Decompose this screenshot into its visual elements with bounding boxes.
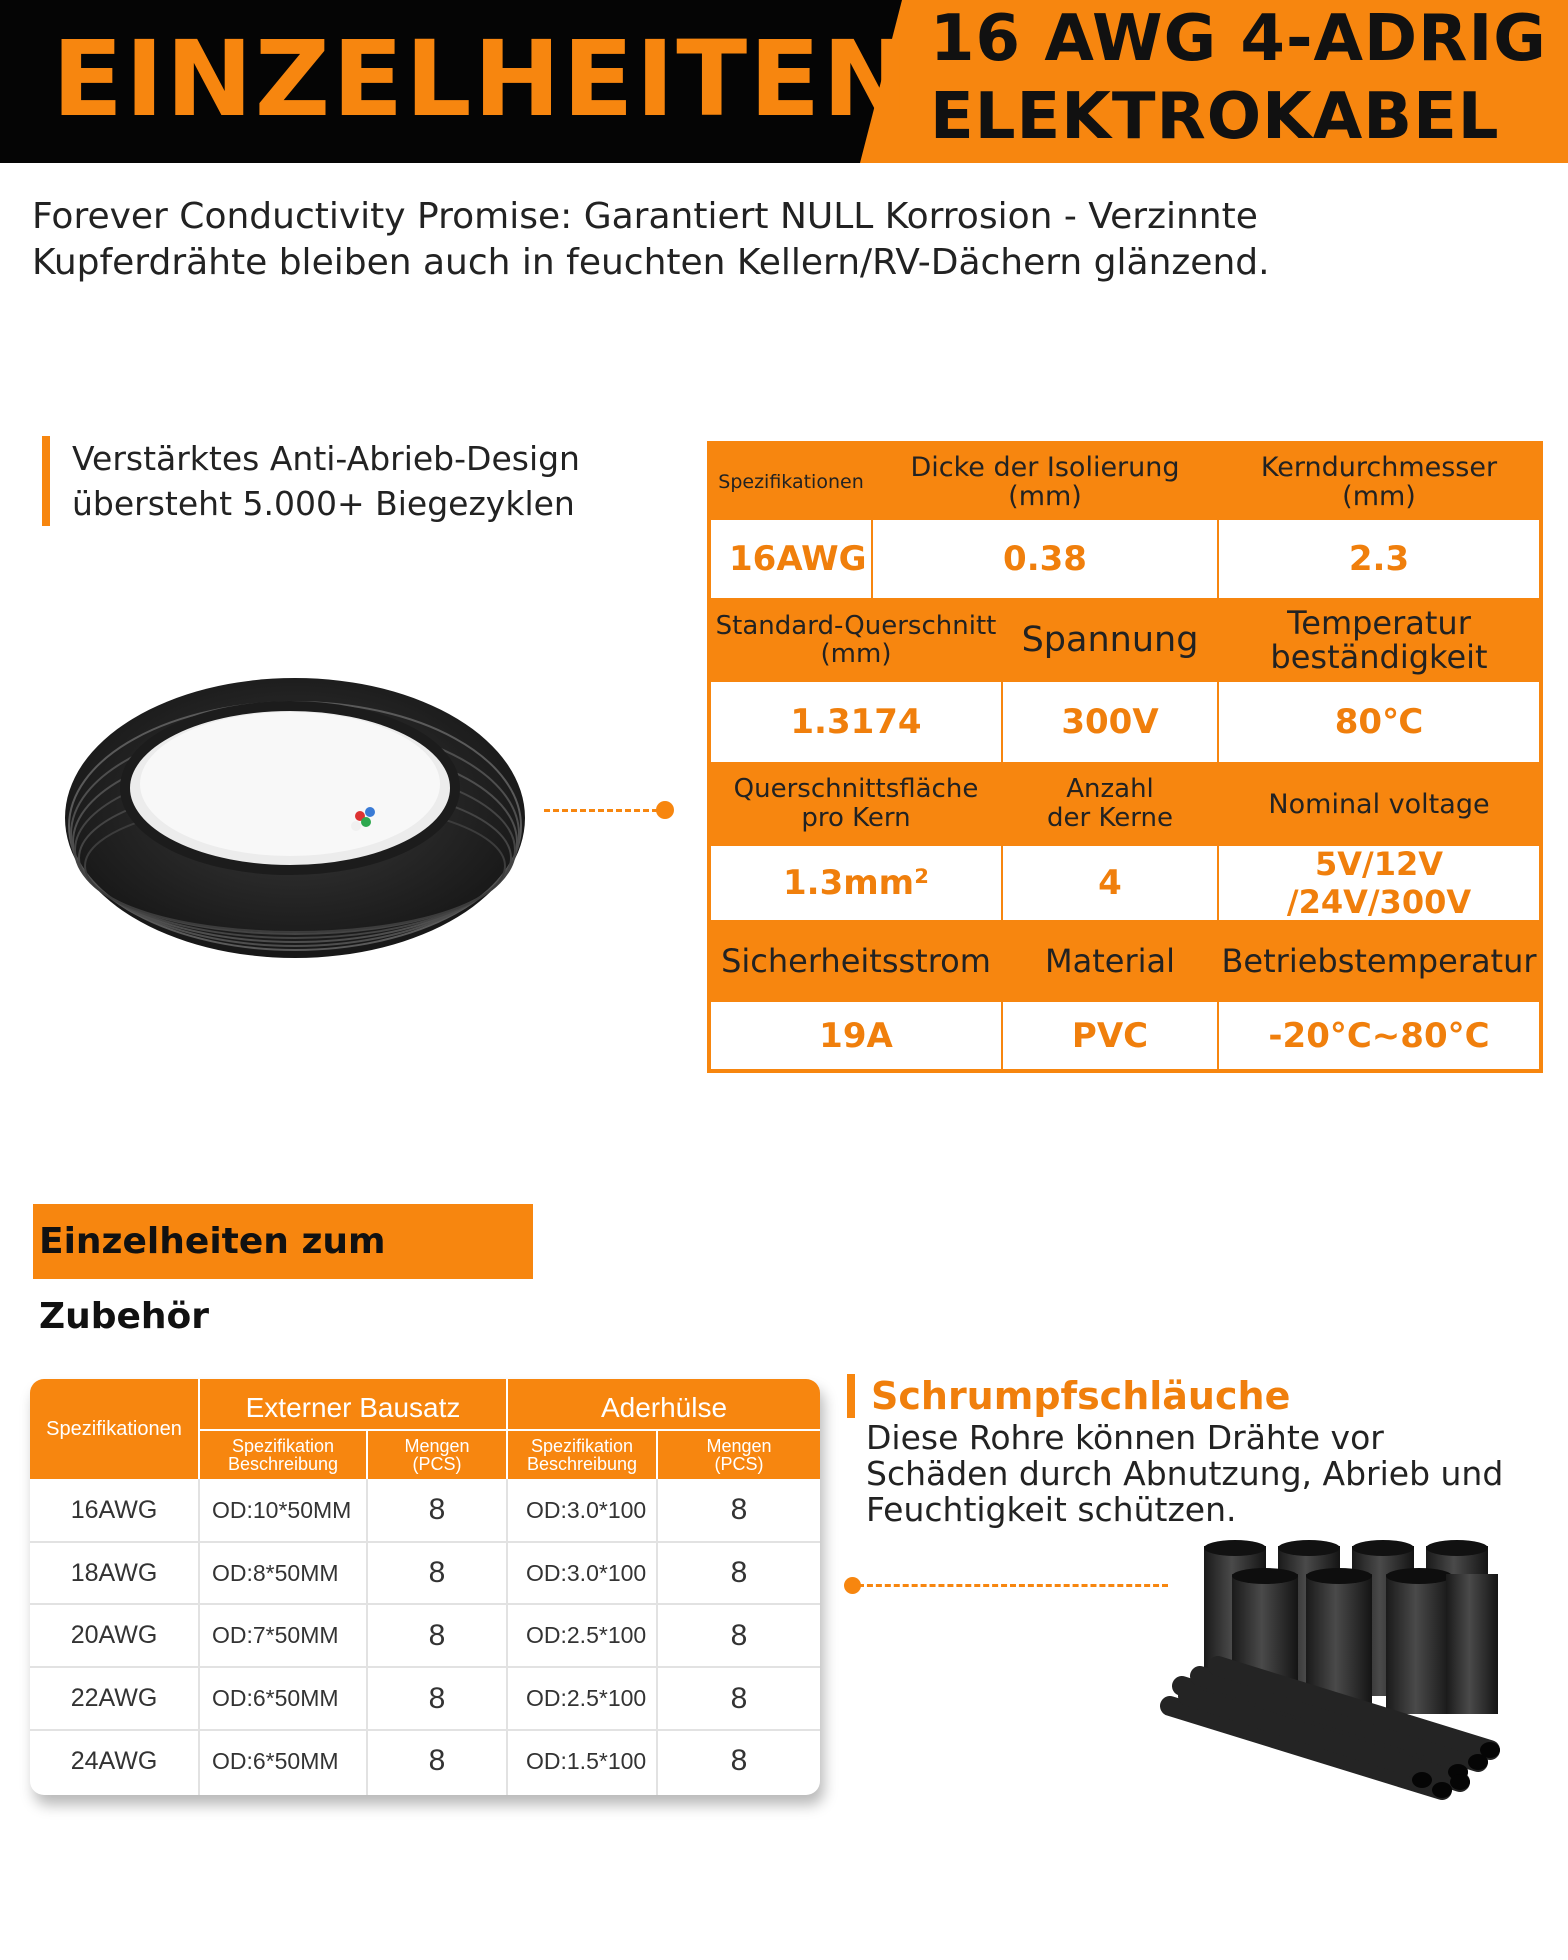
spec-value-safety-current: 19A (711, 1002, 1001, 1069)
acc-cell-ext: OD:10*50MM (212, 1496, 352, 1523)
acc-cell-ader-qty: 8 (730, 1681, 748, 1715)
spec-label-core-diameter-unit: (mm) (1342, 480, 1416, 512)
acc-subheader-ext-desc (200, 1431, 366, 1479)
feature-note (42, 436, 602, 526)
spec-label-area-per-core-line1: Querschnittsfläche (733, 774, 979, 804)
spec-value-cross-section: 1.3174 (711, 682, 1001, 762)
acc-cell-ext: OD:6*50MM (212, 1685, 339, 1711)
acc-cell-ader-qty: 8 (730, 1493, 748, 1526)
connector-dashed-line (544, 809, 658, 812)
acc-subheader-ext-desc-line1: Spezifikation (231, 1436, 335, 1456)
spec-value-awg: 16AWG (711, 520, 871, 598)
spec-label-temp-resistance-line2: beständigkeit (1270, 638, 1488, 676)
spec-label-material: Material (1003, 922, 1217, 1000)
spec-label-core-count-line1: Anzahl (1066, 774, 1154, 804)
acc-subheader-ader-qty-line2: (PCS) (714, 1454, 764, 1474)
acc-cell-ader: OD:3.0*100 (526, 1496, 647, 1523)
product-title (930, 0, 1547, 156)
heat-shrink-title: Schrumpfschläuche (847, 1374, 1290, 1418)
acc-cell-ext-qty: 8 (428, 1681, 446, 1715)
acc-cell-spec: 16AWG (70, 1495, 158, 1524)
spec-label-insulation-unit: (mm) (1008, 480, 1082, 512)
spec-label-cross-section-unit: (mm) (820, 639, 892, 669)
heat-shrink-description (866, 1420, 1526, 1528)
acc-cell-ader-qty: 8 (730, 1618, 748, 1652)
spec-value-core-count: 4 (1003, 846, 1217, 920)
product-title-line-2: ELEKTROKABEL (930, 80, 1500, 154)
spec-label-nominal-voltage: Nominal voltage (1219, 764, 1539, 844)
spec-value-voltage: 300V (1003, 682, 1217, 762)
product-title-line-1: 16 AWG 4-ADRIG (930, 2, 1547, 76)
spec-label-operating-temp: Betriebstemperatur (1219, 922, 1539, 1000)
spec-label-cross-section (711, 600, 1001, 680)
spec-label-cross-section-name: Standard-Querschnitt (715, 611, 997, 641)
heat-shrink-desc-line-2: Schäden durch Abnutzung, Abrieb und (866, 1454, 1504, 1493)
intro-line-1: Forever Conductivity Promise: Garantiert NULL Korrosion - Verzinnte (32, 196, 1258, 237)
spec-label-insulation (873, 445, 1217, 518)
acc-cell-spec: 20AWG (70, 1621, 158, 1649)
spec-label-insulation-name: Dicke der Isolierung (910, 451, 1180, 483)
acc-subheader-ader-qty-line1: Mengen (706, 1436, 772, 1456)
spec-label-spezifikationen: Spezifikationen (711, 445, 871, 518)
page-title: EINZELHEITEN (52, 18, 912, 140)
spec-label-core-count (1003, 764, 1217, 844)
acc-cell-ader: OD:2.5*100 (526, 1622, 647, 1648)
acc-grid-line (506, 1479, 508, 1795)
cable-coil-image (60, 668, 530, 968)
spec-label-area-per-core-line2: pro Kern (801, 803, 911, 833)
acc-header-externer-bausatz: Externer Bausatz (200, 1379, 506, 1429)
acc-grid-line (198, 1479, 200, 1795)
intro-line-2: Kupferdrähte bleiben auch in feuchten Kellern/RV-Dächern glänzend. (32, 242, 1270, 283)
spec-label-safety-current: Sicherheitsstrom (711, 922, 1001, 1000)
spec-table (707, 441, 1543, 1073)
spec-value-area-per-core: 1.3mm² (711, 846, 1001, 920)
acc-cell-ext: OD:6*50MM (212, 1747, 339, 1774)
connector-dot (656, 801, 674, 819)
acc-cell-ext-qty: 8 (428, 1744, 446, 1777)
acc-subheader-ader-qty (658, 1431, 820, 1479)
acc-header-spezifikationen: Spezifikationen (30, 1379, 198, 1479)
spec-value-operating-temp: -20°C~80°C (1219, 1002, 1539, 1069)
acc-cell-ader-qty: 8 (730, 1556, 748, 1589)
acc-cell-ext-qty: 8 (428, 1618, 446, 1652)
heat-shrink-tubes-image (1160, 1536, 1510, 1806)
spec-label-temp-resistance (1219, 600, 1539, 680)
acc-cell-ext-qty: 8 (428, 1493, 446, 1526)
acc-subheader-ext-qty (368, 1431, 506, 1479)
acc-header-aderhuelse: Aderhülse (508, 1379, 820, 1429)
acc-subheader-ext-qty-line1: Mengen (404, 1436, 470, 1456)
accessories-section-title: Einzelheiten zum Zubehör (33, 1204, 533, 1279)
accessories-table (30, 1379, 820, 1795)
spec-label-core-diameter (1219, 445, 1539, 518)
acc-cell-ader: OD:1.5*100 (526, 1747, 647, 1774)
acc-subheader-ext-qty-line2: (PCS) (412, 1454, 462, 1474)
connector-dashed-line (858, 1584, 1168, 1587)
spec-label-area-per-core (711, 764, 1001, 844)
acc-subheader-ader-desc-line1: Spezifikation (530, 1436, 634, 1456)
feature-note-line-1: Verstärktes Anti-Abrieb-Design (72, 439, 580, 478)
feature-note-line-2: übersteht 5.000+ Biegezyklen (72, 484, 575, 523)
spec-label-core-diameter-name: Kerndurchmesser (1260, 451, 1498, 483)
spec-value-core-diameter: 2.3 (1219, 520, 1539, 598)
acc-subheader-ext-desc-line2: Beschreibung (227, 1454, 339, 1474)
heat-shrink-desc-line-1: Diese Rohre können Drähte vor (866, 1418, 1384, 1457)
acc-subheader-ader-desc (508, 1431, 656, 1479)
spec-value-insulation: 0.38 (873, 520, 1217, 598)
acc-cell-ader-qty: 8 (730, 1744, 748, 1777)
acc-cell-spec: 24AWG (70, 1746, 158, 1775)
acc-cell-spec: 22AWG (70, 1684, 158, 1712)
heat-shrink-desc-line-3: Feuchtigkeit schützen. (866, 1490, 1237, 1529)
spec-label-voltage: Spannung (1003, 600, 1217, 680)
acc-cell-ext: OD:8*50MM (212, 1559, 339, 1586)
acc-cell-ext: OD:7*50MM (212, 1622, 339, 1648)
acc-cell-ader: OD:3.0*100 (526, 1559, 647, 1586)
acc-subheader-ader-desc-line2: Beschreibung (526, 1454, 638, 1474)
acc-cell-ader: OD:2.5*100 (526, 1685, 647, 1711)
spec-value-temp-resistance: 80℃ (1219, 682, 1539, 762)
spec-value-material: PVC (1003, 1002, 1217, 1069)
spec-value-nominal-voltage: 5V/12V /24V/300V (1219, 846, 1539, 920)
spec-label-temp-resistance-line1: Temperatur (1287, 604, 1471, 642)
intro-text (32, 194, 1532, 286)
spec-label-core-count-line2: der Kerne (1047, 803, 1173, 833)
acc-cell-spec: 18AWG (70, 1558, 158, 1587)
acc-cell-ext-qty: 8 (428, 1556, 446, 1589)
